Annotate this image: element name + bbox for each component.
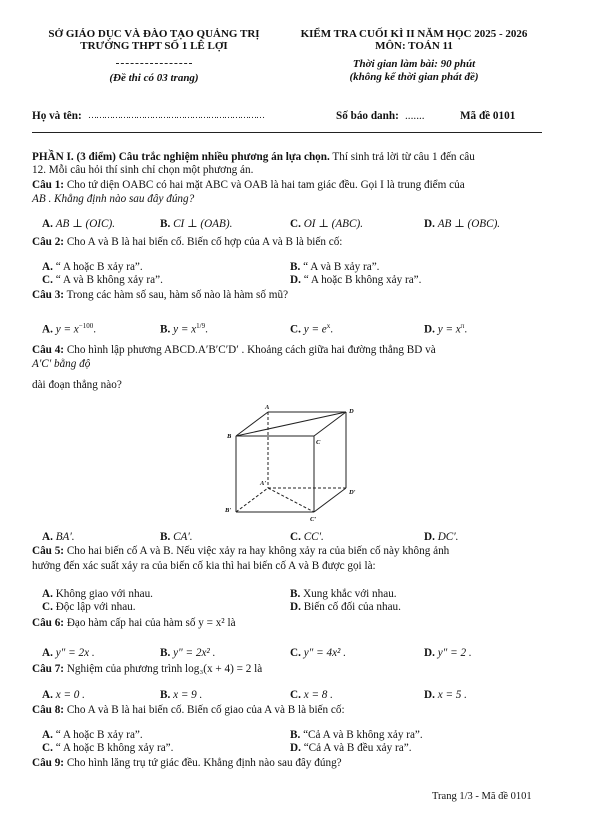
option-text: “Cả A và B đều xảy ra”. [303,742,412,754]
time-note: (không kể thời gian phát đề) [349,71,479,83]
q1-stem: Cho tứ diện OABC có hai mặt ABC và OAB là hai tam giác đều. Gọi I là trung điểm của [64,179,465,191]
q4-text [32,344,436,357]
exam-title: KIỂM TRA CUỐI KÌ II NĂM HỌC 2025 - 2026 [300,28,528,40]
option-letter: D. [424,531,435,543]
q2-text [32,236,342,249]
page-footer: Trang 1/3 - Mã đề 0101 [432,791,532,802]
q5-text [32,545,449,558]
option-letter: D. [290,274,301,286]
option-text: DC′. [437,531,459,543]
q4-stem: Cho hình lập phương ABCD.A′B′C′D′ . Khoảng cách giữa hai đường thẳng BD và [64,344,436,356]
q6-text [32,617,236,630]
vertex-label: A [265,404,270,411]
q7-option-d[interactable] [424,689,467,701]
vertex-label: C [316,439,321,446]
option-letter: B. [160,531,171,543]
q1-option-a[interactable] [42,217,115,230]
q4-option-a[interactable] [42,531,75,543]
option-letter: A. [42,588,53,600]
q3-label: Câu 3: [32,289,65,301]
sbd-field[interactable]: ....... [405,110,425,122]
vertex-label: C′ [310,516,317,523]
q9-stem: Cho hình lăng trụ tứ giác đều. Khẳng định nào sau đây đúng? [64,757,342,769]
info-divider [32,132,542,133]
subject: MÔN: TOÁN 11 [375,40,453,52]
q2-label: Câu 2: [32,236,65,248]
vertex-label: A′ [260,480,267,487]
q8-text [32,704,345,717]
option-letter: D. [424,323,435,336]
q4-option-c[interactable] [290,531,324,543]
name-label: Họ và tên: [32,110,82,122]
option-text: y" = 2x . [55,647,95,659]
option-text: x = 0 . [55,689,85,701]
q4-stem-2: A′C′ bằng độ [32,358,91,370]
option-letter: B. [290,588,301,600]
option-text: BA′. [55,531,75,543]
vertex-label: B [227,433,232,440]
q6-label: Câu 6: [32,617,65,629]
option-base: y = x [437,323,461,336]
q3-option-d[interactable]: D. $y = x^\pi$. [424,322,468,336]
option-letter: D. [424,689,435,701]
diagonal-AC-bottom [268,488,314,512]
q8-option-d[interactable] [290,742,412,754]
q9-text [32,757,342,770]
option-text: Không giao với nhau. [55,588,153,600]
option-letter: C. [290,647,301,659]
option-text: CI ⊥ (OAB). [173,218,233,230]
option-text: “ A và B xảy ra”. [303,261,380,273]
option-exponent: x [326,322,331,330]
q7-text [32,663,262,676]
option-base: y = x [173,323,197,336]
edge-CD-bottom [314,488,346,512]
part1-title: PHẦN I. (3 điểm) Câu trắc nghiệm nhiều phương án lựa chọn. [32,151,330,163]
q2-stem: Cho A và B là hai biến cố. Biến cố hợp của A và B là biến cố: [64,236,343,248]
q7-stem: Nghiệm của phương trình log₃(x + 4) = 2 là [64,663,263,675]
part1-heading [32,151,475,164]
q4-option-b[interactable] [160,531,193,543]
option-text: Xung khắc với nhau. [303,588,397,600]
option-letter: C. [290,689,301,701]
sbd-label: Số báo danh: [336,110,399,122]
q8-option-b[interactable] [290,729,423,741]
option-base: y = e [303,323,327,336]
q8-option-a[interactable] [42,729,143,741]
option-letter: C. [290,218,301,230]
page-count-note: (Đề thi có 03 trang) [109,72,199,84]
vertex-label: D [349,408,354,415]
q3-option-c[interactable]: C. $y = e^x$. [290,322,334,336]
option-text: “ A và B không xảy ra”. [55,274,163,286]
option-text: AB ⊥ (OIC). [55,218,115,230]
q4-stem-3: dài đoạn thẳng nào? [32,379,122,391]
q7-option-c[interactable] [290,689,333,701]
time-limit: Thời gian làm bài: 90 phút [352,58,476,70]
option-text: x = 9 . [173,689,203,701]
q7-option-b[interactable] [160,689,202,701]
option-text: x = 8 . [303,689,333,701]
q5-option-b[interactable] [290,588,397,600]
q6-option-d[interactable] [424,647,472,659]
option-text: “ A hoặc B xảy ra”. [55,729,143,741]
option-exponent: 1/9 [196,322,206,330]
exam-code: Mã đề 0101 [460,110,516,122]
part1-intro: Thí sinh trả lời từ câu 1 đến câu [329,151,475,163]
option-text: CC′. [303,531,324,543]
option-text: y" = 4x² . [303,647,347,659]
cube-figure [222,402,372,524]
q8-stem: Cho A và B là hai biến cố. Biến cố giao của A và B là biến cố: [64,704,345,716]
option-letter: A. [42,689,53,701]
vertex-label: D′ [349,489,356,496]
q5-option-a[interactable] [42,588,153,600]
q3-option-b[interactable]: B. $y = x^{1/9}$. [160,322,208,336]
q5-option-d[interactable] [290,601,401,613]
option-letter: A. [42,261,53,273]
q6-option-a[interactable] [42,647,95,659]
option-letter: C. [42,742,53,754]
option-text: “ A hoặc B xảy ra”. [55,261,143,273]
q2-option-d[interactable] [290,274,421,286]
q1-option-d[interactable] [424,217,500,230]
option-letter: B. [160,647,171,659]
q2-option-b[interactable] [290,261,379,273]
option-text: x = 5 . [437,689,467,701]
option-text: y" = 2x² . [173,647,216,659]
q2-option-a[interactable] [42,261,143,273]
q9-label: Câu 9: [32,757,65,769]
option-letter: A. [42,729,53,741]
option-exponent: π [460,322,465,330]
school-name: TRƯỜNG THPT SỐ 1 LÊ LỢI [80,40,228,52]
option-text: Biến cố đối của nhau. [303,601,401,613]
option-letter: B. [290,261,301,273]
q6-stem: Đạo hàm cấp hai của hàm số y = x² là [64,617,236,629]
q1-stem-2: AB . Khẳng định nào sau đây đúng? [32,193,195,205]
part1-intro-2: 12. Mỗi câu hỏi thí sinh chỉ chọn một phương án. [32,164,254,176]
q3-text [32,289,288,302]
option-letter: C. [290,531,301,543]
option-text: “ A hoặc B không xảy ra”. [55,742,174,754]
q4-option-d[interactable] [424,531,458,543]
q6-option-c[interactable] [290,647,346,659]
vertex-label: B′ [225,507,232,514]
q1-option-c[interactable] [290,217,363,230]
q6-option-b[interactable] [160,647,215,659]
name-field[interactable]: ………………………………………………………… [88,110,264,120]
option-text: Độc lập với nhau. [55,601,136,613]
q3-option-a[interactable]: A. $y = x^{-100}$. [42,322,97,336]
option-letter: A. [42,531,53,543]
edge-BA-bottom [236,488,268,512]
option-letter: B. [290,729,301,741]
option-letter: B. [160,218,171,230]
option-letter: D. [290,742,301,754]
option-letter: C. [42,601,53,613]
option-letter: D. [424,647,435,659]
option-letter: D. [290,601,301,613]
option-text: CA′. [173,531,193,543]
q1-label: Câu 1: [32,179,65,191]
q5-stem: Cho hai biến cố A và B. Nếu việc xảy ra hay không xảy ra của biến cố này không ảnh [64,545,450,557]
q5-option-c[interactable] [42,601,136,613]
option-text: y" = 2 . [437,647,472,659]
option-text: “ A hoặc B không xảy ra”. [303,274,422,286]
option-exponent: −100 [78,322,94,330]
option-letter: B. [160,689,171,701]
q5-stem-2: hưởng đến xác suất xảy ra của biến cố kia thì hai biến cố A và B được gọi là: [32,560,376,572]
option-base: y = x [55,323,79,336]
option-letter: D. [424,218,435,230]
option-text: AB ⊥ (OBC). [437,218,501,230]
department-name: SỞ GIÁO DỤC VÀ ĐÀO TẠO QUẢNG TRỊ [48,28,260,40]
q1-text [32,179,465,192]
q5-label: Câu 5: [32,545,65,557]
option-letter: A. [42,647,53,659]
option-letter: C. [42,274,53,286]
q7-option-a[interactable] [42,689,85,701]
q1-option-b[interactable] [160,217,232,230]
q8-label: Câu 8: [32,704,65,716]
option-letter: A. [42,218,53,230]
q3-stem: Trong các hàm số sau, hàm số nào là hàm số mũ? [64,289,289,301]
header-divider [116,63,192,64]
option-letter: A. [42,323,53,336]
q7-label: Câu 7: [32,663,65,675]
option-letter: B. [160,323,171,336]
option-text: “Cả A và B không xảy ra”. [303,729,423,741]
q4-label: Câu 4: [32,344,65,356]
q2-option-c[interactable] [42,274,163,286]
option-letter: C. [290,323,301,336]
option-text: OI ⊥ (ABC). [303,218,363,230]
q8-option-c[interactable] [42,742,173,754]
